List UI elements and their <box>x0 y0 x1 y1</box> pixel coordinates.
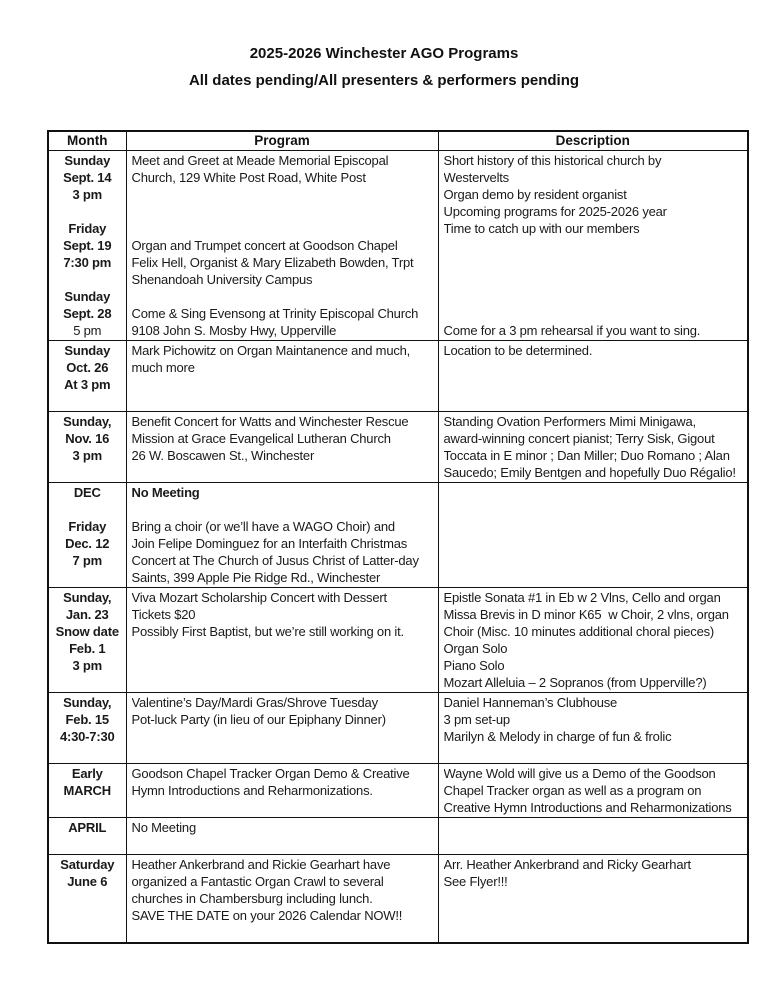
cell-line <box>444 254 743 271</box>
cell-line: Saucedo; Emily Bentgen and hopefully Duo Régalio! <box>443 465 736 480</box>
cell-line: Feb. 1 <box>69 641 106 656</box>
cell-line: Sept. 28 <box>63 306 112 321</box>
month-cell <box>48 341 126 412</box>
cell-line: Toccata in E minor ; Dan Miller; Duo Romano ; Alan <box>443 448 730 463</box>
cell-line: Time to catch up with our members <box>443 221 640 236</box>
cell-line: June 6 <box>67 874 108 889</box>
cell-line <box>444 237 743 254</box>
cell-line: Meet and Greet at Meade Memorial Episcopal <box>131 153 389 168</box>
cell-line: Viva Mozart Scholarship Concert with Dessert <box>131 590 387 605</box>
cell-line: 4:30-7:30 <box>59 729 115 744</box>
cell-line: organized a Fantastic Organ Crawl to several <box>131 874 384 889</box>
description-cell <box>438 588 748 693</box>
description-cell <box>438 855 748 944</box>
cell-line: Sunday, <box>63 414 112 429</box>
month-cell <box>48 151 126 341</box>
cell-line: 3 pm set-up <box>443 712 510 727</box>
month-cell <box>48 412 126 483</box>
header-description: Description <box>438 131 748 151</box>
program-cell <box>126 693 438 764</box>
cell-line: Choir (Misc. 10 minutes additional choral pieces) <box>443 624 715 639</box>
cell-line: At 3 pm <box>64 377 111 392</box>
cell-line: Shenandoah University Campus <box>131 272 313 287</box>
cell-line: Arr. Heather Ankerbrand and Ricky Gearhart <box>443 857 691 872</box>
table-row <box>48 855 748 944</box>
cell-line: Standing Ovation Performers Mimi Minigawa, <box>443 414 696 429</box>
cell-line: Tickets $20 <box>131 607 196 622</box>
table-row <box>48 818 748 855</box>
cell-line: SAVE THE DATE on your 2026 Calendar NOW!! <box>131 908 403 923</box>
program-cell <box>126 483 438 588</box>
table-row <box>48 151 748 341</box>
cell-line: Daniel Hanneman’s Clubhouse <box>443 695 618 710</box>
cell-line: MARCH <box>63 783 111 798</box>
cell-line: 26 W. Boscawen St., Winchester <box>131 448 315 463</box>
cell-line: Friday <box>68 221 107 236</box>
cell-line <box>132 501 433 518</box>
cell-line: 3 pm <box>72 448 103 463</box>
description-cell <box>438 693 748 764</box>
description-cell <box>438 341 748 412</box>
cell-line: Hymn Introductions and Reharmonizations. <box>131 783 373 798</box>
cell-line: award-winning concert pianist; Terry Sisk, Gigout <box>443 431 715 446</box>
program-cell <box>126 764 438 818</box>
cell-line <box>54 271 121 288</box>
cell-line: Oct. 26 <box>66 360 109 375</box>
table-row <box>48 588 748 693</box>
page-title: 2025-2026 Winchester AGO Programs <box>249 45 519 62</box>
cell-line <box>132 186 433 203</box>
cell-line <box>444 288 743 305</box>
cell-line: Saints, 399 Apple Pie Ridge Rd., Winchester <box>131 570 381 585</box>
cell-line: Feb. 15 <box>65 712 109 727</box>
cell-line: 7 pm <box>72 553 103 568</box>
cell-line: Mission at Grace Evangelical Lutheran Church <box>131 431 391 446</box>
cell-line: Heather Ankerbrand and Rickie Gearhart have <box>131 857 391 872</box>
table-body <box>48 151 748 944</box>
header-program: Program <box>126 131 438 151</box>
cell-line <box>132 836 433 853</box>
cell-line: Possibly First Baptist, but we’re still working on it. <box>131 624 404 639</box>
cell-line <box>132 288 433 305</box>
cell-line: Dec. 12 <box>65 536 110 551</box>
cell-line: Mark Pichowitz on Organ Maintanence and much, <box>131 343 411 358</box>
cell-line: Come for a 3 pm rehearsal if you want to sing. <box>443 323 701 338</box>
cell-line: Sunday <box>64 289 111 304</box>
programs-table <box>47 130 749 944</box>
cell-line <box>132 203 433 220</box>
cell-line: Sunday <box>64 343 111 358</box>
cell-line: Pot-luck Party (in lieu of our Epiphany Dinner) <box>131 712 386 727</box>
cell-line: Epistle Sonata #1 in Eb w 2 Vlns, Cello and organ <box>443 590 721 605</box>
table-header-row <box>48 131 748 151</box>
cell-line <box>54 393 121 410</box>
cell-line: Creative Hymn Introductions and Reharmonizations <box>443 800 732 815</box>
cell-line: Sept. 19 <box>63 238 112 253</box>
table-row <box>48 483 748 588</box>
cell-line <box>444 271 743 288</box>
cell-line: 3 pm <box>72 187 103 202</box>
cell-line: much more <box>131 360 195 375</box>
cell-line: churches in Chambersburg including lunch. <box>131 891 373 906</box>
cell-line: Concert at The Church of Jusus Christ of Latter-day <box>131 553 419 568</box>
month-cell <box>48 693 126 764</box>
cell-line: Benefit Concert for Watts and Winchester Rescue <box>131 414 409 429</box>
cell-line: Mozart Alleluia – 2 Sopranos (from Upperville?) <box>443 675 707 690</box>
cell-line: Sept. 14 <box>63 170 112 185</box>
cell-line: See Flyer!!! <box>443 874 508 889</box>
cell-line: Marilyn & Melody in charge of fun & frolic <box>443 729 672 744</box>
description-cell <box>438 483 748 588</box>
cell-line: Felix Hell, Organist & Mary Elizabeth Bowden, Trpt <box>131 255 414 270</box>
cell-line <box>54 203 121 220</box>
program-cell <box>126 855 438 944</box>
cell-line: Join Felipe Dominguez for an Interfaith Christmas <box>131 536 408 551</box>
cell-line: Organ demo by resident organist <box>443 187 627 202</box>
program-cell <box>126 341 438 412</box>
month-cell <box>48 588 126 693</box>
cell-line: Friday <box>68 519 107 534</box>
description-cell <box>438 818 748 855</box>
cell-line: Missa Brevis in D minor K65 w Choir, 2 vlns, organ <box>443 607 729 622</box>
cell-line: 7:30 pm <box>63 255 112 270</box>
description-cell <box>438 151 748 341</box>
cell-line: Westervelts <box>443 170 509 185</box>
cell-line: APRIL <box>68 820 107 835</box>
table-row <box>48 764 748 818</box>
table-row <box>48 693 748 764</box>
cell-line: Organ Solo <box>443 641 508 656</box>
cell-line: Organ and Trumpet concert at Goodson Chapel <box>131 238 398 253</box>
cell-line: Sunday, <box>63 590 112 605</box>
month-cell <box>48 764 126 818</box>
cell-line: No Meeting <box>131 485 200 500</box>
month-cell <box>48 483 126 588</box>
cell-line <box>54 501 121 518</box>
header-month: Month <box>48 131 126 151</box>
cell-line: Nov. 16 <box>65 431 110 446</box>
cell-line: Snow date <box>55 624 119 639</box>
cell-line: 5 pm <box>73 323 102 338</box>
cell-line <box>132 924 433 941</box>
cell-line: Church, 129 White Post Road, White Post <box>131 170 366 185</box>
cell-line: Bring a choir (or we’ll have a WAGO Choir) and <box>131 519 395 534</box>
cell-line: Location to be determined. <box>443 343 593 358</box>
program-cell <box>126 412 438 483</box>
table-row <box>48 341 748 412</box>
cell-line: Early <box>71 766 103 781</box>
program-cell <box>126 818 438 855</box>
cell-line: Jan. 23 <box>65 607 109 622</box>
cell-line: Short history of this historical church by <box>443 153 662 168</box>
month-cell <box>48 855 126 944</box>
cell-line: Piano Solo <box>443 658 505 673</box>
cell-line: Chapel Tracker organ as well as a program on <box>443 783 702 798</box>
cell-line: Come & Sing Evensong at Trinity Episcopal Church <box>131 306 419 321</box>
page-subtitle: All dates pending/All presenters & performers pending <box>188 72 580 89</box>
table-row <box>48 412 748 483</box>
cell-line: Sunday, <box>63 695 112 710</box>
cell-line: Upcoming programs for 2025-2026 year <box>443 204 667 219</box>
cell-line: 9108 John S. Mosby Hwy, Upperville <box>131 323 337 338</box>
cell-line: 3 pm <box>72 658 103 673</box>
program-cell <box>126 151 438 341</box>
program-cell <box>126 588 438 693</box>
month-cell <box>48 818 126 855</box>
description-cell <box>438 412 748 483</box>
cell-line: Sunday <box>64 153 111 168</box>
cell-line: Saturday <box>60 857 115 872</box>
cell-line: Wayne Wold will give us a Demo of the Goodson <box>443 766 716 781</box>
cell-line: DEC <box>73 485 101 500</box>
cell-line: Goodson Chapel Tracker Organ Demo & Creative <box>131 766 410 781</box>
cell-line <box>132 220 433 237</box>
cell-line <box>54 745 121 762</box>
description-cell <box>438 764 748 818</box>
cell-line: No Meeting <box>131 820 196 835</box>
cell-line: Valentine’s Day/Mardi Gras/Shrove Tuesday <box>131 695 378 710</box>
cell-line <box>444 305 743 322</box>
